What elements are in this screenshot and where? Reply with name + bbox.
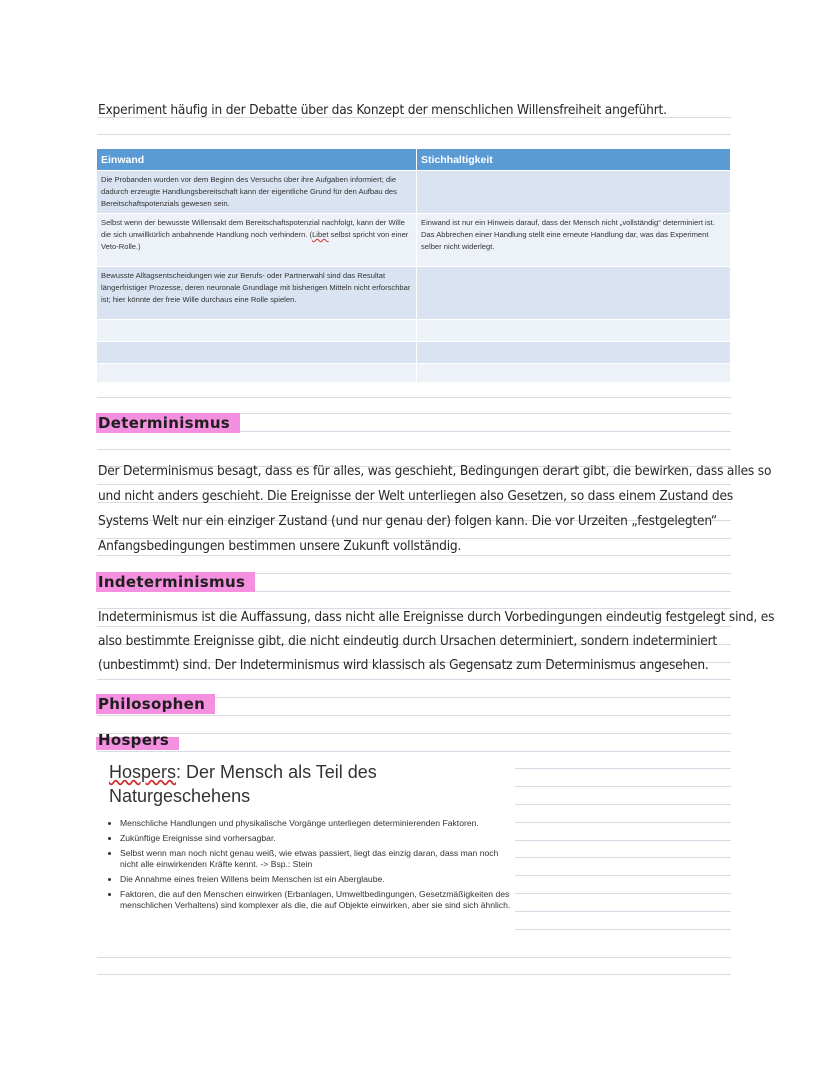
- indeterminismus-line: Indeterminismus ist die Auffassung, dass nicht alle Ereignisse durch Vorbedingungen eindeutig festgelegt sind, es: [98, 609, 775, 625]
- indeterminismus-line: also bestimmte Ereignisse gibt, die nicht eindeutig durch Ursachen determiniert, sondern indeterminiert: [98, 633, 718, 649]
- stichhaltigkeit-cell: [417, 171, 731, 214]
- einwand-text: Selbst wenn der bewusste Willensakt dem Bereitschaftspotenzial nachfolgt, kann der Wille die sich unwillkürlich anbahnende Handlung noch verhindern. (: [101, 218, 405, 239]
- heading-indeterminismus: Indeterminismus: [96, 572, 255, 592]
- table-row: [97, 267, 731, 320]
- einwand-cell: [97, 214, 417, 267]
- list-item: • Zukünftige Ereignisse sind vorhersagbar.: [120, 833, 517, 844]
- list-item: • Menschliche Handlungen und physikalische Vorgänge unterliegen determinierenden Faktoren.: [120, 818, 517, 829]
- slide-title-line2: Naturgeschehens: [109, 786, 251, 806]
- stichhaltigkeit-line: Einwand ist nur ein Hinweis darauf, dass der Mensch nicht „vollständig“ determiniert ist.: [421, 218, 715, 227]
- slide-title-name: Hospers: [109, 762, 177, 782]
- header-stichhaltigkeit: Stichhaltigkeit: [417, 149, 731, 171]
- list-item: • Selbst wenn man noch nicht genau weiß, wie etwas passiert, liegt das einzig daran, dass man noch nicht alle einwirkenden Kräfte kennt. -> Bsp.: Stein: [120, 848, 517, 870]
- einwand-text: selbst spricht von einer Veto-Rolle.): [101, 230, 409, 251]
- determinismus-line: Systems Welt nur ein einziger Zustand (und nur genau der) folgen kann. Die vor Urzeiten „festgelegten“: [98, 513, 718, 529]
- list-item: • Faktoren, die auf den Menschen einwirken (Erbanlagen, Umweltbedingungen, Gesetzmäßigkeiten des menschlichen Verhaltens) sind komplexer als die, die auf Objekte einwirken, aber sie sind sich ähnlich.: [120, 889, 517, 911]
- table-row-empty: [97, 320, 731, 342]
- libet-spellcheck-word: Libet: [312, 230, 329, 239]
- table-row-empty: [97, 364, 731, 383]
- slide-title: [109, 760, 517, 808]
- einwand-cell: Bewusste Alltagsentscheidungen wie zur Berufs- oder Partnerwahl sind das Resultat längerfristiger Prozesse, deren neuronale Grundlage mit bisherigen Mitteln nicht erforschbar ist; hier könnte der freie Wille durchaus eine Rolle spielen.: [97, 267, 417, 320]
- stichhaltigkeit-cell: [417, 267, 731, 320]
- stichhaltigkeit-line: Das Abbrechen einer Handlung stellt eine erneute Handlung dar, was das Experiment selber nicht widerlegt.: [421, 230, 709, 251]
- heading-philosophen: Philosophen: [96, 694, 215, 714]
- determinismus-line: Der Determinismus besagt, dass es für alles, was geschieht, Bedingungen derart gibt, die bewirken, dass alles so: [98, 463, 772, 479]
- einwand-cell: Die Probanden wurden vor dem Beginn des Versuchs über ihre Aufgaben informiert; die dadurch erzeugte Handlungsbereitschaft kann der eigentliche Grund für den Aufbau des Bereitschaftspotenzials gewesen sein.: [97, 171, 417, 214]
- list-item: • Die Annahme eines freien Willens beim Menschen ist ein Aberglaube.: [120, 874, 517, 885]
- slide-bullet-list: [97, 818, 517, 911]
- slide-title-rest: : Der Mensch als Teil des: [176, 762, 377, 782]
- einwand-table: [97, 149, 731, 382]
- indeterminismus-line: (unbestimmt) sind. Der Indeterminismus wird klassisch als Gegensatz zum Determinismus angesehen.: [98, 657, 709, 673]
- intro-text: Experiment häufig in der Debatte über das Konzept der menschlichen Willensfreiheit angeführt.: [98, 102, 667, 118]
- table-row: [97, 214, 731, 267]
- table-row-empty: [97, 342, 731, 364]
- stichhaltigkeit-cell: [417, 214, 731, 267]
- determinismus-line: und nicht anders geschieht. Die Ereignisse der Welt unterliegen also Gesetzen, so dass einem Zustand des: [98, 488, 733, 504]
- heading-hospers: Hospers: [96, 730, 179, 750]
- header-einwand: Einwand: [97, 149, 417, 171]
- heading-determinismus: Determinismus: [96, 413, 240, 433]
- table-row: [97, 171, 731, 214]
- hospers-slide: [97, 760, 517, 915]
- determinismus-line: Anfangsbedingungen bestimmen unsere Zukunft vollständig.: [98, 538, 462, 554]
